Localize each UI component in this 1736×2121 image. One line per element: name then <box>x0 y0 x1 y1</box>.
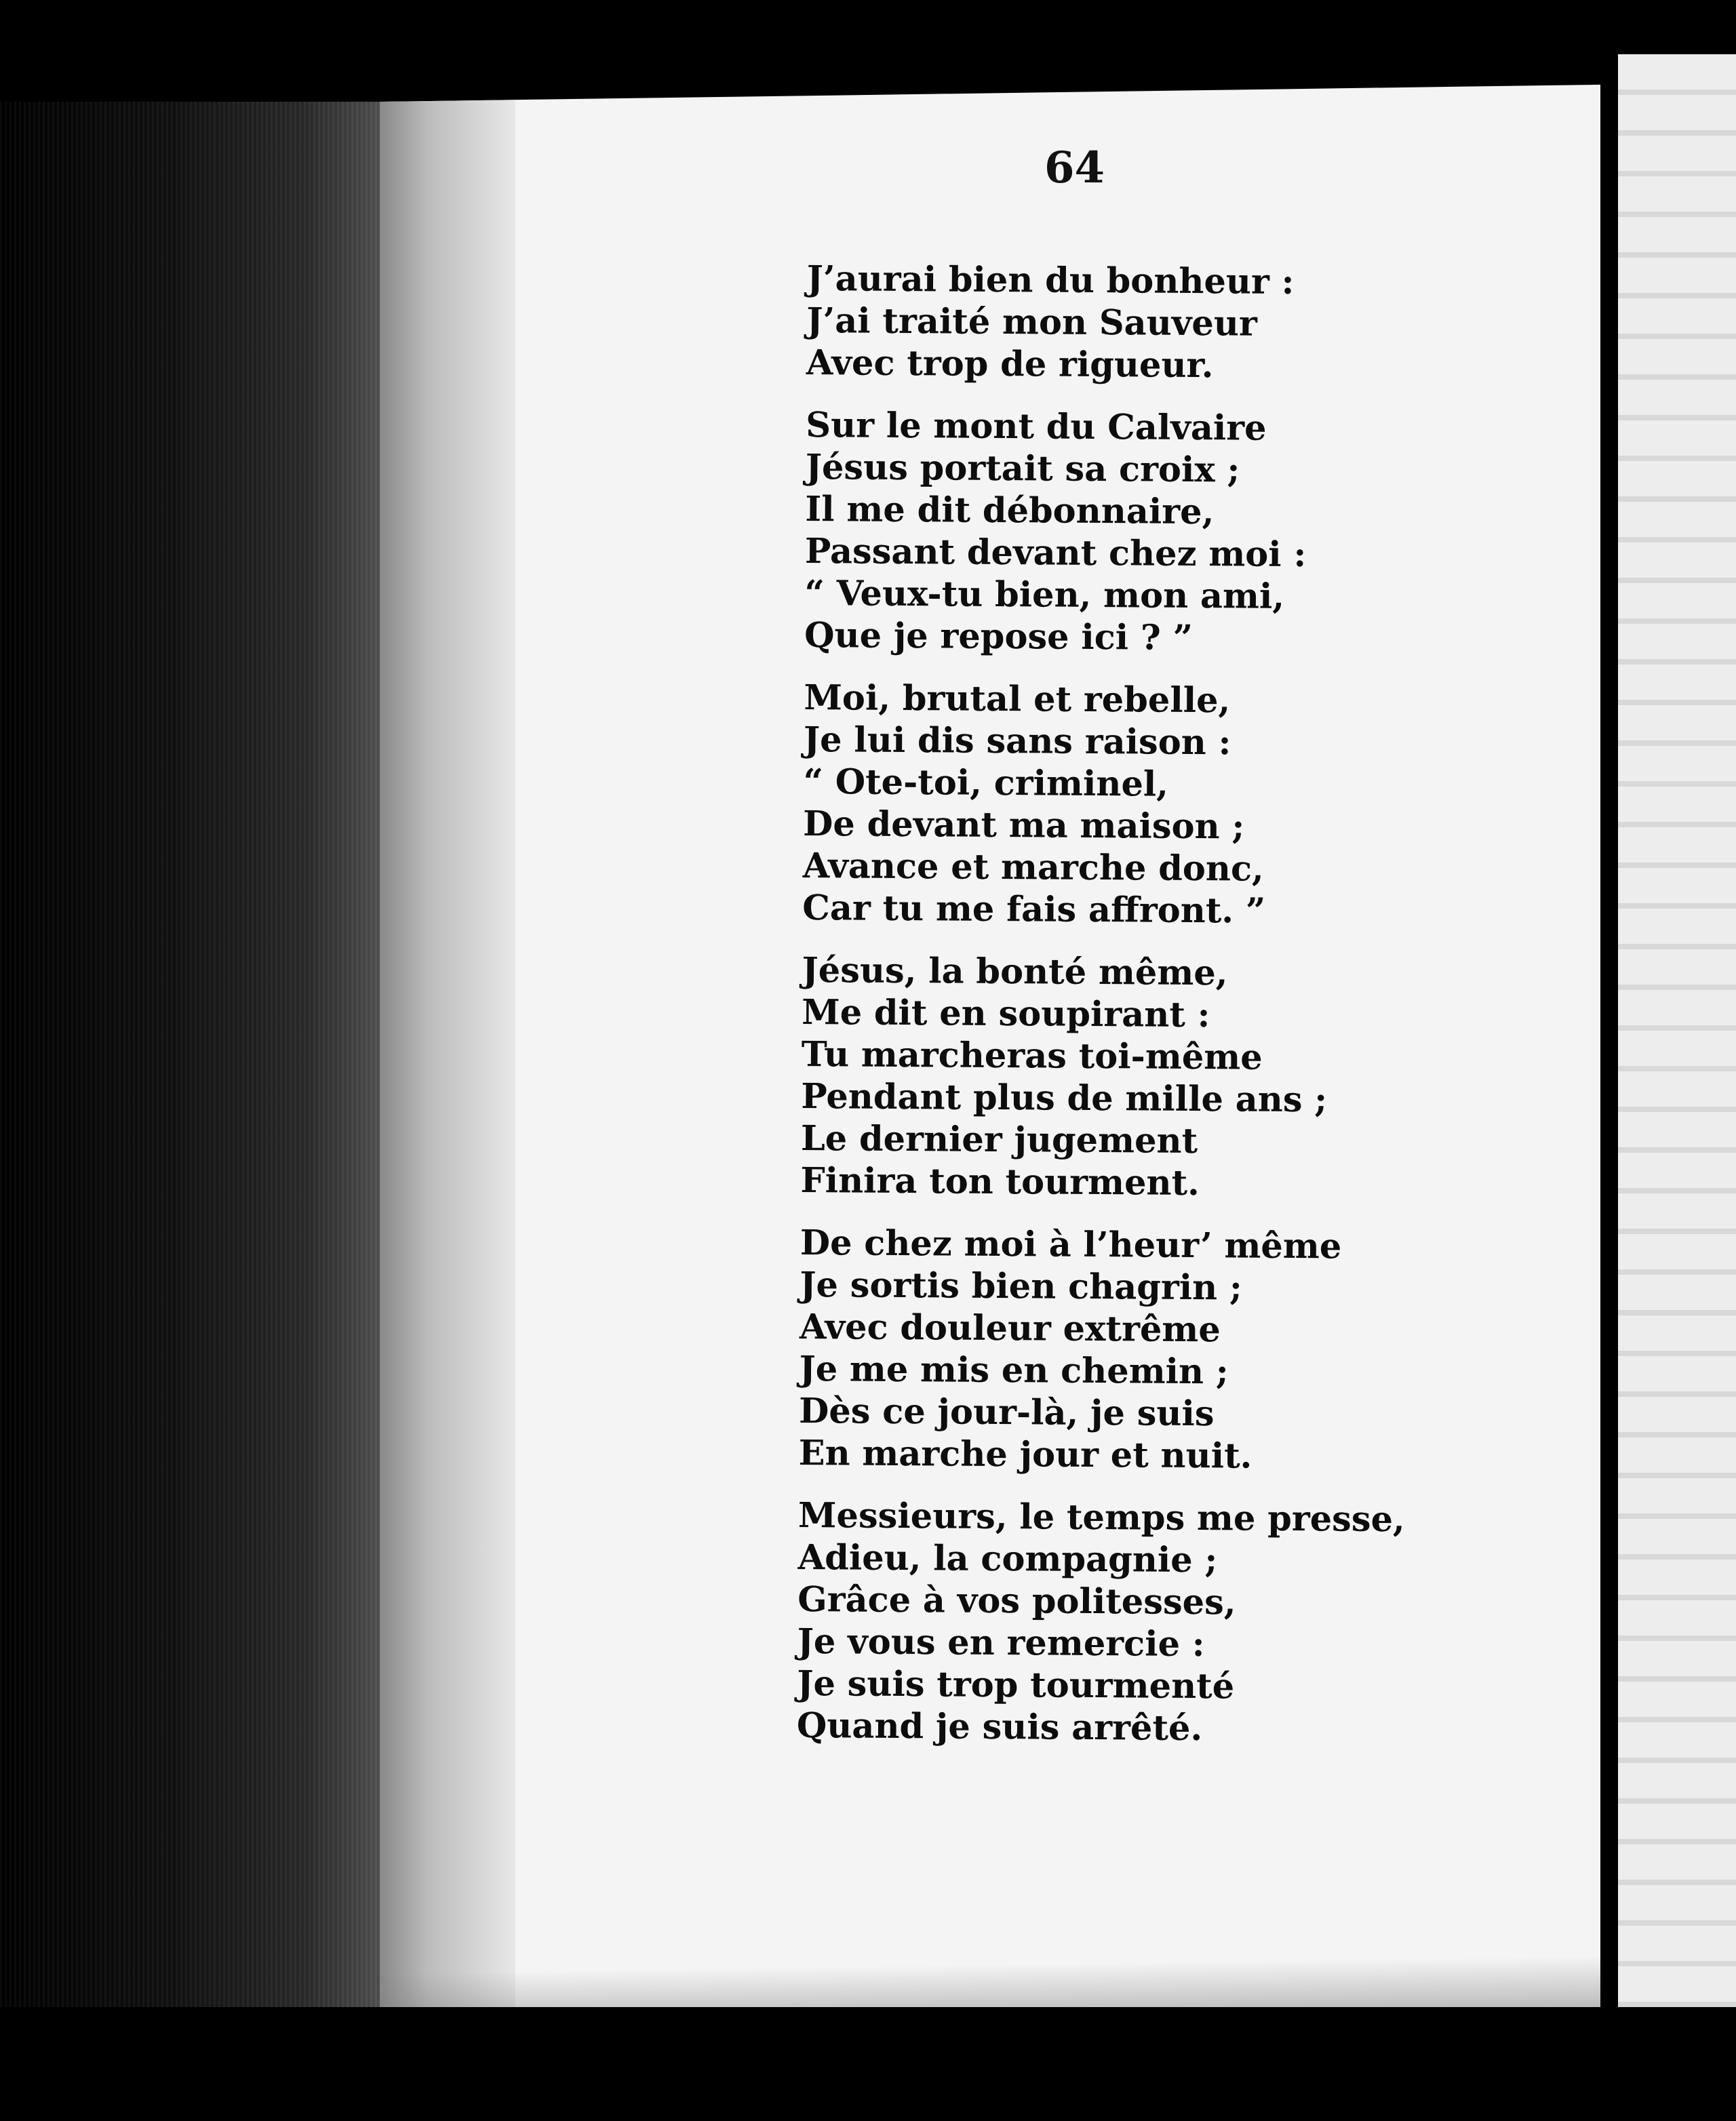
right-page-edge <box>1618 54 1736 2007</box>
page-number: 64 <box>1044 142 1105 193</box>
poem-line: Que je repose ici ? ” <box>804 614 1194 658</box>
poem-line: “ Veux-tu bien, mon ami, <box>804 572 1285 617</box>
poem-line: Sur le mont du Calvaire <box>806 404 1267 449</box>
poem-line: Car tu me fais affront. ” <box>802 887 1266 932</box>
book-edge <box>0 102 434 2121</box>
poem-line: Finira ton tourment. <box>800 1159 1200 1204</box>
stanza <box>804 404 1552 662</box>
poem-line: J’ai traité mon Sauveur <box>806 300 1258 344</box>
book-gutter <box>1600 54 1618 2007</box>
poem-text <box>796 258 1553 1772</box>
poem-line: Avec trop de rigueur. <box>806 342 1214 386</box>
stanza <box>802 677 1550 934</box>
poem-line: Passant devant chez moi : <box>804 530 1307 576</box>
poem-line: Je me mis en chemin ; <box>799 1348 1229 1393</box>
poem-line: Tu marcheras toi-même <box>801 1033 1263 1078</box>
poem-line: Je suis trop tourmenté <box>797 1663 1235 1707</box>
poem-line: Grâce à vos politesses, <box>797 1579 1236 1623</box>
poem-line: Dès ce jour-là, je suis <box>798 1390 1215 1435</box>
poem-line: De devant ma maison ; <box>802 803 1245 848</box>
poem-line: Jésus portait sa croix ; <box>805 446 1240 491</box>
poem-line: Me dit en soupirant : <box>802 991 1210 1036</box>
poem-line: Moi, brutal et rebelle, <box>804 677 1231 721</box>
poem-line: De chez moi à l’heur’ même <box>800 1222 1342 1267</box>
stanza <box>798 1222 1546 1480</box>
poem-line: J’aurai bien du bonheur : <box>806 258 1295 303</box>
poem-line: Je vous en remercie : <box>797 1621 1205 1665</box>
stanza <box>797 1494 1545 1752</box>
poem-line: Je lui dis sans raison : <box>803 719 1231 764</box>
poem-line: Avec douleur extrême <box>799 1306 1221 1351</box>
poem-line: Je sortis bien chagrin ; <box>800 1264 1243 1309</box>
poem-line: Avance et marche donc, <box>802 845 1264 890</box>
poem-line: Il me dit débonnaire, <box>805 488 1215 533</box>
poem-line: Le dernier jugement <box>800 1117 1198 1162</box>
stanza <box>806 258 1553 389</box>
poem-line: Adieu, la compagnie ; <box>797 1537 1218 1581</box>
stanza <box>800 949 1548 1207</box>
poem-line: Jésus, la bonté même, <box>802 949 1228 994</box>
poem-line: Pendant plus de mille ans ; <box>801 1075 1328 1121</box>
poem-line: “ Ote-toi, criminel, <box>803 761 1169 805</box>
poem-line: Messieurs, le temps me presse, <box>797 1494 1406 1541</box>
scan-border <box>0 2007 1736 2121</box>
poem-line: Quand je suis arrêté. <box>796 1705 1203 1749</box>
poem-line: En marche jour et nuit. <box>798 1432 1252 1477</box>
